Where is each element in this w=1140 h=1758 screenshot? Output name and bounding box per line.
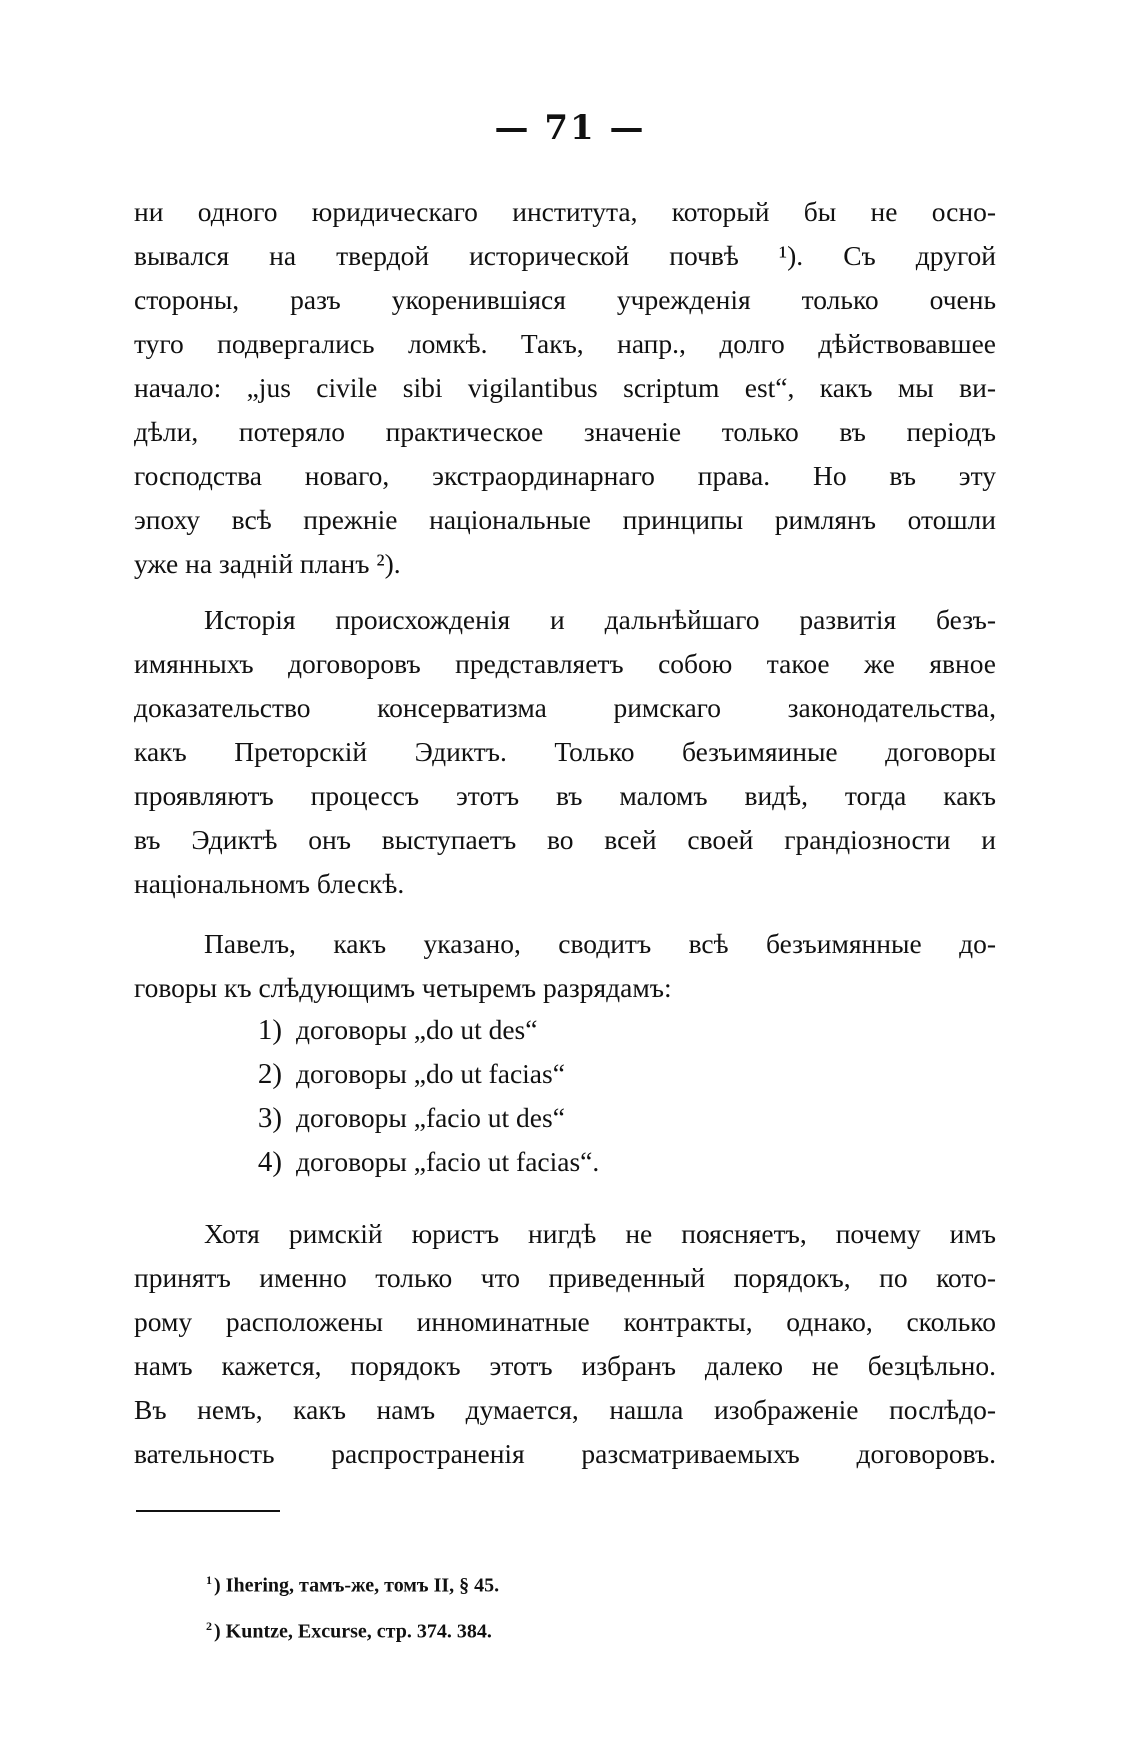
text-line: господства новаго, экстраординарнаго права. Но въ эту bbox=[134, 460, 996, 491]
text-line: національномъ блескѣ. bbox=[134, 868, 405, 899]
text-line: проявляютъ процессъ этотъ въ маломъ видѣ, тогда какъ bbox=[134, 780, 996, 811]
footnote-1 bbox=[206, 1560, 499, 1606]
text-line: Въ немъ, какъ намъ думается, нашла изображеніе послѣдо- bbox=[134, 1394, 996, 1425]
list-item bbox=[236, 1140, 599, 1184]
page-number: — 71 — bbox=[494, 108, 646, 148]
paragraph-3 bbox=[134, 922, 996, 1010]
list-item bbox=[236, 1052, 599, 1096]
footnote-text: ) Kuntze, Excurse, стр. 374. 384. bbox=[214, 1620, 492, 1643]
paragraph-2 bbox=[134, 598, 996, 906]
text-line: ни одного юридическаго института, который бы не осно- bbox=[134, 196, 996, 227]
list-item-text: договоры „facio ut facias“. bbox=[296, 1146, 600, 1177]
footnote-2 bbox=[206, 1606, 499, 1652]
text-line: вывался на твердой исторической почвѣ ¹). Съ другой bbox=[134, 240, 996, 271]
list-item-number: 2) bbox=[257, 1058, 282, 1090]
footnotes bbox=[206, 1560, 499, 1651]
list-item-number: 3) bbox=[257, 1102, 282, 1134]
text-line: дѣли, потеряло практическое значеніе только въ періодъ bbox=[134, 416, 996, 447]
text-line: стороны, разъ укоренившіяся учрежденія только очень bbox=[134, 284, 996, 315]
list-item-number: 4) bbox=[257, 1146, 282, 1178]
list-item-text: договоры „do ut facias“ bbox=[296, 1058, 565, 1089]
text-line: въ Эдиктѣ онъ выступаетъ во всей своей грандіозности и bbox=[134, 824, 996, 855]
footnote-mark: 2 bbox=[206, 1618, 212, 1633]
contract-types-list bbox=[236, 1008, 599, 1184]
footnote-mark: 1 bbox=[206, 1573, 212, 1587]
footnote-text: ) Ihering, тамъ-же, томъ II, § 45. bbox=[214, 1574, 500, 1597]
text-line: эпоху всѣ прежніе національные принципы римлянъ отошли bbox=[134, 504, 996, 535]
text-line: Исторія происхожденія и дальнѣйшаго развитія безъ- bbox=[204, 604, 996, 635]
text-line: туго подвергались ломкѣ. Такъ, напр., долго дѣйствовавшее bbox=[134, 328, 996, 359]
text-line: какъ Преторскій Эдиктъ. Только безъимяиные договоры bbox=[134, 736, 996, 767]
list-item-text: договоры „do ut des“ bbox=[296, 1014, 538, 1045]
list-item bbox=[236, 1008, 599, 1052]
paragraph-4 bbox=[134, 1212, 996, 1476]
text-line: принятъ именно только что приведенный порядокъ, по кото- bbox=[134, 1262, 996, 1293]
text-line: доказательство консерватизма римскаго законодательства, bbox=[134, 692, 996, 723]
list-item-number: 1) bbox=[257, 1014, 282, 1046]
text-line: Хотя римскій юристъ нигдѣ не поясняетъ, почему имъ bbox=[204, 1218, 996, 1249]
text-line: намъ кажется, порядокъ этотъ избранъ далеко не безцѣльно. bbox=[134, 1350, 996, 1381]
text-line: вательность распространенія разсматриваемыхъ договоровъ. bbox=[134, 1438, 996, 1469]
paragraph-1 bbox=[134, 190, 996, 586]
text-line: рому расположены инноминатные контракты, однако, сколько bbox=[134, 1306, 996, 1337]
text-line: уже на заднiй планъ ²). bbox=[134, 548, 401, 579]
footnote-divider bbox=[136, 1510, 280, 1512]
list-item bbox=[236, 1096, 599, 1140]
text-line: Павелъ, какъ указано, сводитъ всѣ безъимянные до- bbox=[204, 928, 996, 959]
list-item-text: договоры „facio ut des“ bbox=[296, 1102, 565, 1133]
text-line: говоры къ слѣдующимъ четыремъ разрядамъ: bbox=[134, 972, 672, 1003]
text-line: начало: „jus civile sibi vigilantibus scriptum est“, какъ мы ви- bbox=[134, 372, 996, 403]
text-line: имянныхъ договоровъ представляетъ собою такое же явное bbox=[134, 648, 996, 679]
